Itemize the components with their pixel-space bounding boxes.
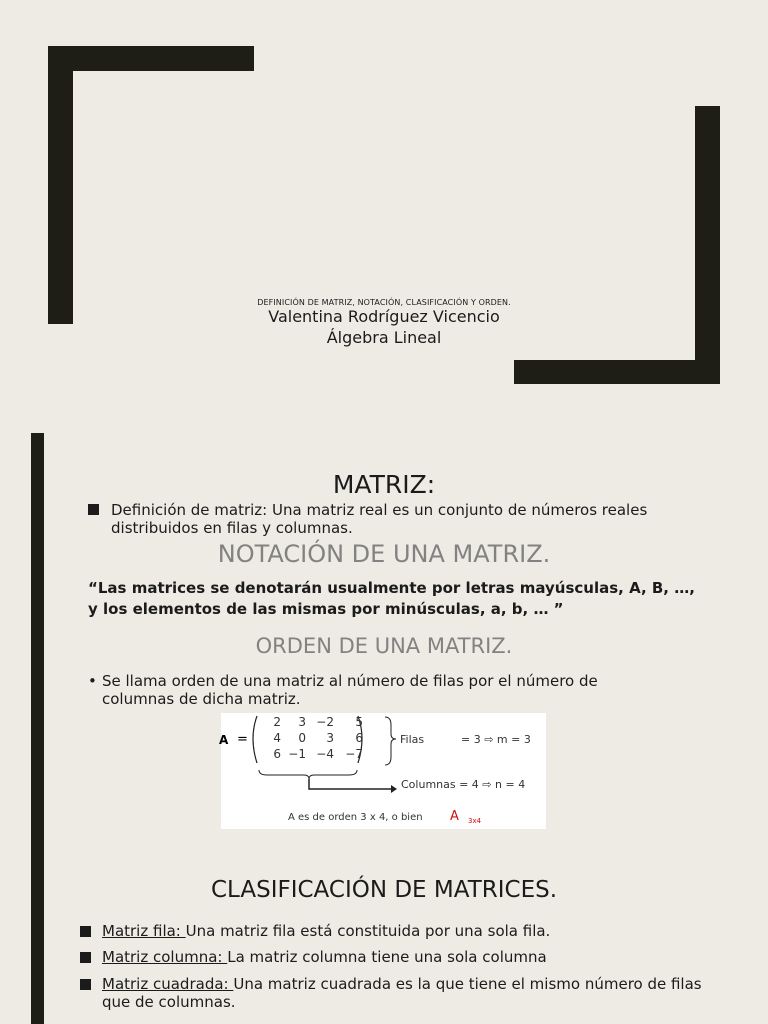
order-caption: A es de orden 3 x 4, o bien: [288, 812, 423, 823]
matrix-label: A: [219, 733, 229, 747]
item-text: [102, 922, 702, 940]
order-symbol: A: [450, 809, 459, 824]
matrix-cell: −4: [316, 747, 334, 761]
round-bullet-icon: •: [88, 672, 97, 690]
item-text: [102, 975, 702, 1011]
presentation-subtitle: DEFINICIÓN DE MATRIZ, NOTACIÓN, CLASIFICACIÓN Y ORDEN.: [257, 298, 511, 307]
matrix-example-figure: [221, 713, 546, 829]
matrix-cell: 0: [298, 731, 306, 745]
columns-equation: Columnas = 4 ⇨ n = 4: [401, 778, 526, 791]
frame-bar-top-left-vertical: [48, 46, 73, 324]
slide-title: MATRIZ:: [332, 470, 436, 499]
item-description: Una matriz fila está constituida por una sola fila.: [185, 922, 551, 940]
square-bullet-icon: [80, 926, 91, 937]
matrix-cell: −1: [288, 747, 306, 761]
rows-label: Filas: [400, 733, 425, 746]
item-description: Una matriz cuadrada es la que tiene el mismo número de filas que de columnas.: [102, 975, 702, 1011]
frame-bar-top-left-horizontal: [48, 46, 254, 71]
matrix-cell: 5: [355, 715, 363, 729]
item-description: La matriz columna tiene una sola columna: [227, 948, 547, 966]
square-bullet-icon: [80, 979, 91, 990]
matrix-cell: 3: [298, 715, 306, 729]
item-text: [102, 948, 702, 966]
notation-quote: “Las matrices se denotarán usualmente por letras mayúsculas, A, B, …, y los elementos de las mismas por minúsculas, a, b, … ”: [88, 579, 695, 618]
matrix-cell: 6: [273, 747, 281, 761]
matrix-equals: =: [237, 732, 248, 747]
matrix-cell: 3: [326, 731, 334, 745]
matrix-cell: −7: [345, 747, 363, 761]
rows-equation: = 3 ⇨ m = 3: [461, 733, 531, 746]
square-bullet-icon: [88, 504, 99, 515]
matrix-cell: −2: [316, 715, 334, 729]
matrix-cell: 2: [273, 715, 281, 729]
item-term: Matriz fila:: [102, 922, 186, 940]
frame-bar-bottom-right-horizontal: [514, 360, 720, 384]
notation-heading: NOTACIÓN DE UNA MATRIZ.: [217, 540, 551, 568]
matrix-cell: 4: [273, 731, 281, 745]
order-subscript: 3x4: [468, 817, 482, 825]
order-text: Se llama orden de una matriz al número de filas por el número de columnas de dicha matriz.: [102, 672, 598, 708]
item-term: Matriz columna:: [102, 948, 228, 966]
order-heading: ORDEN DE UNA MATRIZ.: [255, 634, 513, 658]
author-name: Valentina Rodríguez Vicencio: [268, 307, 500, 326]
slide-title: CLASIFICACIÓN DE MATRICES.: [210, 877, 558, 903]
square-bullet-icon: [80, 952, 91, 963]
matrix-cell: 6: [355, 731, 363, 745]
item-term: Matriz cuadrada:: [102, 975, 234, 993]
course-name: Álgebra Lineal: [326, 328, 442, 347]
definition-text: Definición de matriz: Una matriz real es un conjunto de números reales distribuidos en filas y columnas.: [111, 501, 648, 537]
